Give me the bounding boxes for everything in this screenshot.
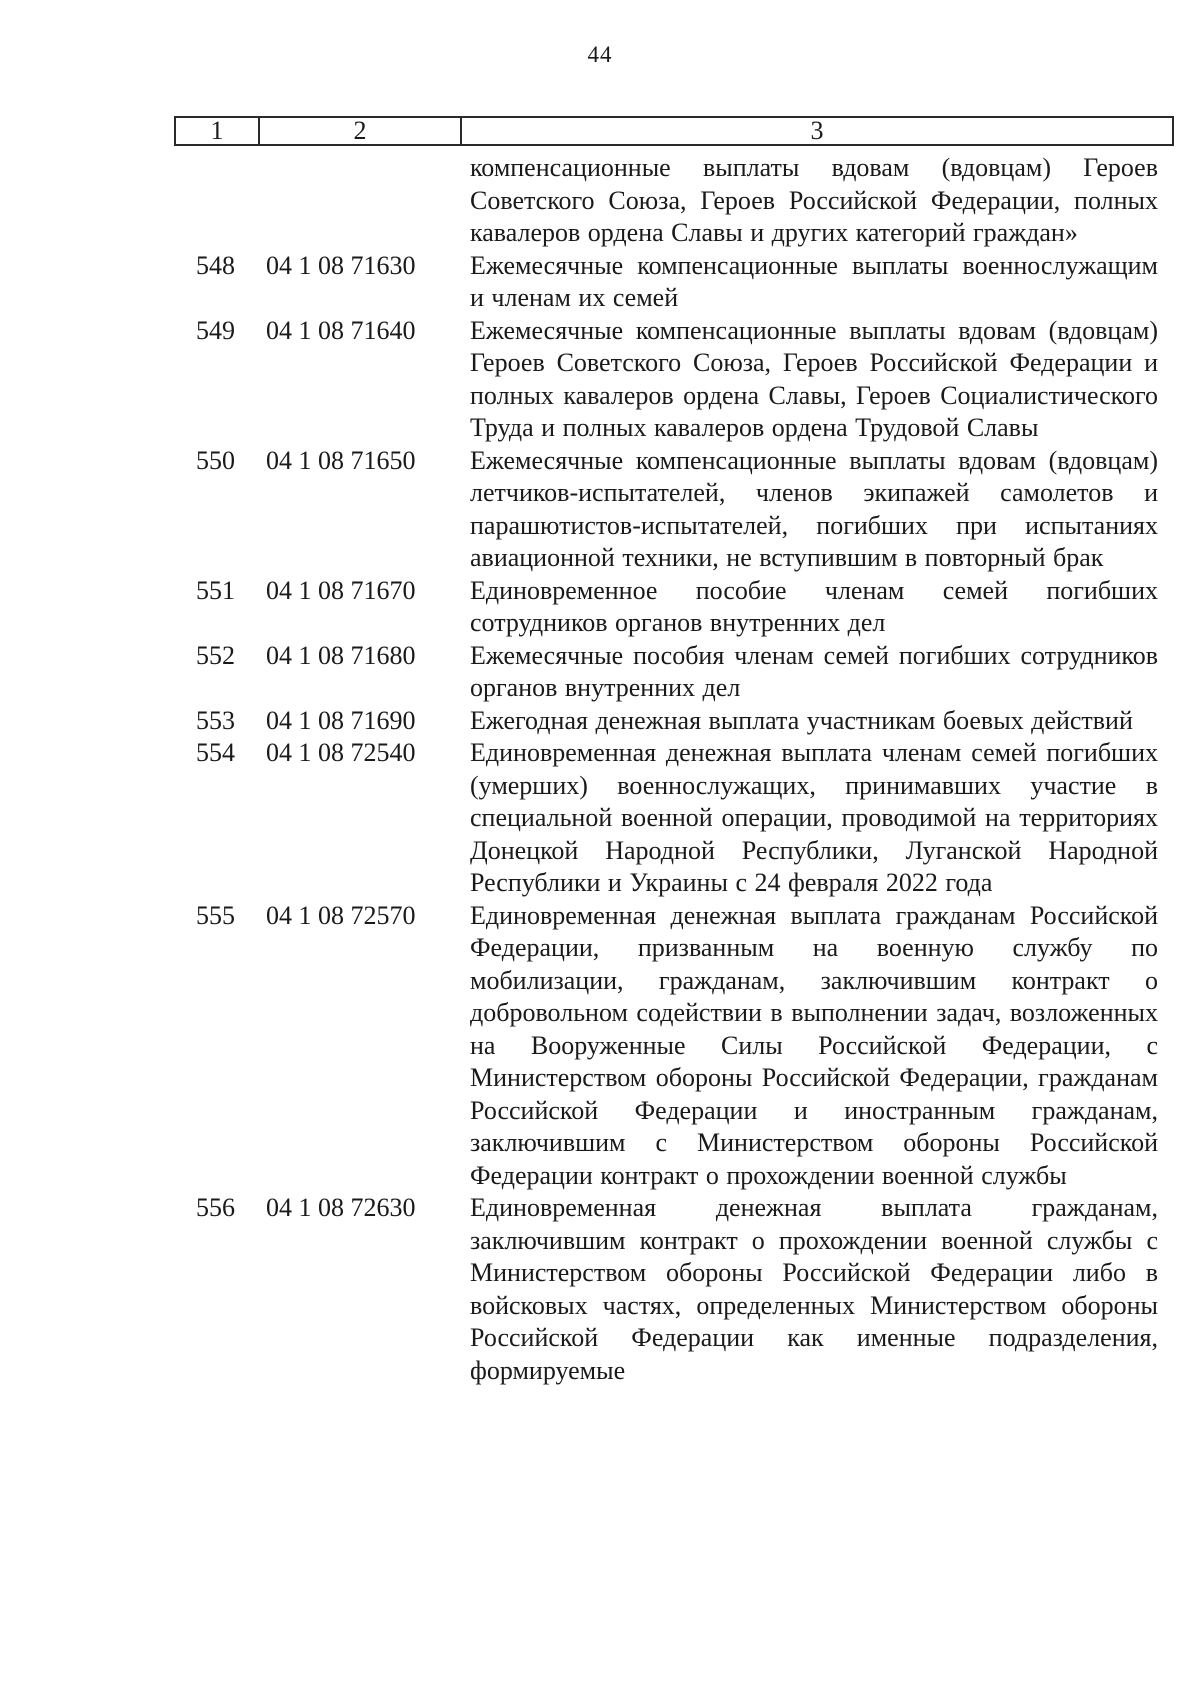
row-description: Единовременная денежная выплата гражданам, заключившим контракт о прохождении военной службы с Министерством обороны Российской Федерации либо в войсковых частях, определенных Министерством обороны Российской Федерации как именные подразделения, формируемые <box>470 1193 1158 1385</box>
row-number: 552 <box>196 640 235 670</box>
header-row <box>175 117 1173 145</box>
row-description: Ежегодная денежная выплата участникам боевых действий <box>470 705 1133 735</box>
row-description: Единовременная денежная выплата гражданам Российской Федерации, призванным на военную службу по мобилизации, гражданам, заключившим контракт о добровольном содействии в выполнении задач, возложенных на Вооруженные Силы Российской Федерации, с Министерством обороны Российской Федерации, гражданам Российской Федерации и иностранным гражданам, заключившим с Министерством обороны Российской Федерации контракт о прохождении военной службы <box>470 900 1158 1190</box>
row-code: 04 1 08 72570 <box>266 900 416 930</box>
page-number: 44 <box>587 42 613 67</box>
table-row <box>174 315 1174 445</box>
table-row <box>174 445 1174 575</box>
table-row <box>174 250 1174 315</box>
header-col-2: 2 <box>259 117 461 145</box>
row-code: 04 1 08 72630 <box>266 1193 416 1222</box>
row-code <box>258 152 460 250</box>
row-number <box>174 152 258 250</box>
row-description: Ежемесячные пособия членам семей погибших сотрудников органов внутренних дел <box>470 640 1158 702</box>
row-code: 04 1 08 71640 <box>266 315 416 345</box>
table-row <box>174 737 1174 900</box>
row-number: 556 <box>196 1193 235 1222</box>
table-row <box>174 1192 1174 1387</box>
row-description: Единовременная денежная выплата членам семей погибших (умерших) военнослужащих, принимавших участие в специальной военной операции, проводимой на территориях Донецкой Народной Республики, Луганской Народной Республики и Украины с 24 февраля 2022 года <box>470 738 1158 897</box>
row-code: 04 1 08 71680 <box>266 640 416 670</box>
header-col-3: 3 <box>461 117 1173 145</box>
row-number: 550 <box>196 445 235 475</box>
row-number: 551 <box>196 575 235 605</box>
row-description: компенсационные выплаты вдовам (вдовцам) Героев Советского Союза, Героев Российской Федерации, полных кавалеров ордена Славы и других категорий граждан» <box>470 153 1158 247</box>
row-code: 04 1 08 71650 <box>266 445 416 475</box>
row-number: 553 <box>196 705 235 735</box>
table-row <box>174 640 1174 705</box>
row-number: 554 <box>196 738 235 767</box>
table-row <box>174 575 1174 640</box>
header-col-1: 1 <box>175 117 259 145</box>
table-row <box>174 705 1174 738</box>
table-row <box>174 900 1174 1193</box>
row-number: 548 <box>196 250 235 280</box>
continuation-row <box>174 152 1174 250</box>
classification-table <box>174 152 1174 1387</box>
row-number: 555 <box>196 900 235 930</box>
table-header <box>174 116 1174 146</box>
row-description: Ежемесячные компенсационные выплаты вдовам (вдовцам) летчиков-испытателей, членов экипажей самолетов и парашютистов-испытателей, погибших при испытаниях авиационной техники, не вступившим в повторный брак <box>470 445 1158 572</box>
row-description: Ежемесячные компенсационные выплаты вдовам (вдовцам) Героев Советского Союза, Героев Российской Федерации и полных кавалеров ордена Славы, Героев Социалистического Труда и полных кавалеров ордена Трудовой Славы <box>470 315 1158 442</box>
row-number: 549 <box>196 315 235 345</box>
row-code: 04 1 08 72540 <box>266 738 416 767</box>
row-code: 04 1 08 71630 <box>266 250 416 280</box>
row-code: 04 1 08 71670 <box>266 575 416 605</box>
row-description: Единовременное пособие членам семей погибших сотрудников органов внутренних дел <box>470 575 1158 637</box>
row-description: Ежемесячные компенсационные выплаты военнослужащим и членам их семей <box>470 250 1158 312</box>
row-code: 04 1 08 71690 <box>266 705 416 735</box>
